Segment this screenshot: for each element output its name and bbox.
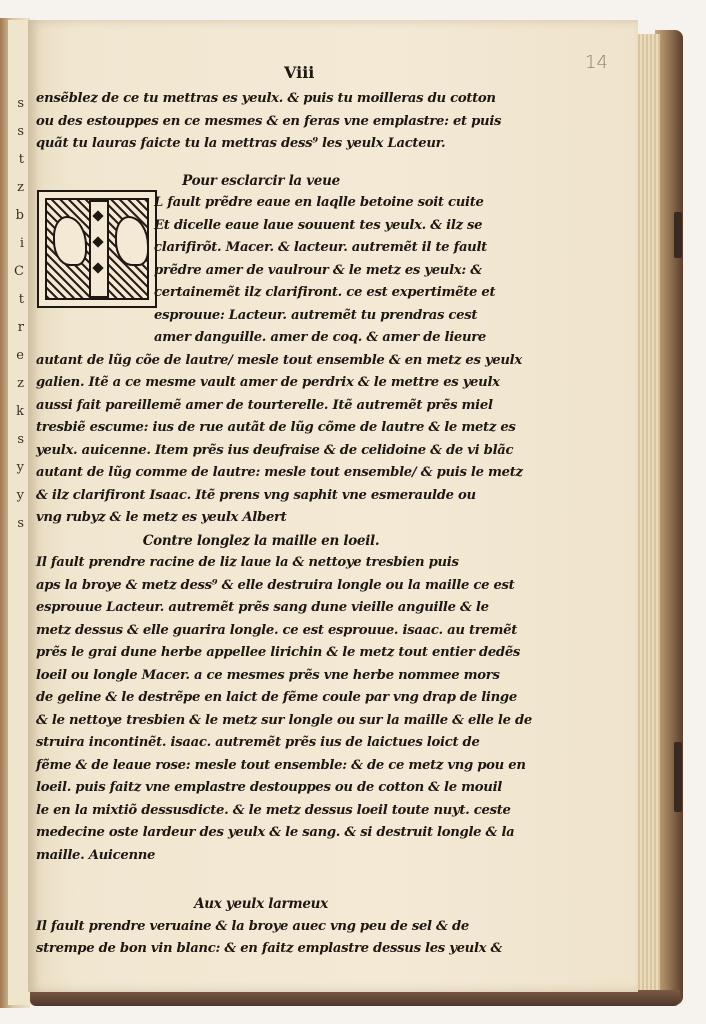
text-line: le en la mixtiõ dessusdicte. & le metz dessus loeil toute nuyt. ceste: [36, 802, 511, 818]
section-heading: Pour esclarcir la veue: [182, 172, 340, 189]
text-line: tresbiẽ escume: ius de rue autãt de lũg cõme de lautre & le metz es: [36, 420, 516, 435]
section-1-initial-lines: [36, 192, 496, 350]
text-block: [36, 88, 532, 961]
text-line: yeulx. auicenne. Item prẽs ius deufraise & de celidoine & de vi blãc: [36, 442, 514, 458]
text-line: autant de lũg comme de lautre: mesle tout ensemble/ & puis le metz: [36, 465, 523, 480]
text-line: Il fault prendre racine de liz laue la & nettoye tresbien puis: [36, 555, 459, 570]
text-line: maille. Auicenne: [36, 847, 156, 863]
left-page-letter: t: [18, 292, 24, 307]
bookmark-tab-top: [674, 212, 682, 258]
left-page-letter: b: [15, 208, 24, 223]
text-line: quãt tu lauras faicte tu la mettras dess⁹ les yeulx Lacteur.: [36, 136, 446, 151]
text-line: prẽdre amer de vaulrour & le metz es yeulx: &: [154, 262, 482, 278]
section-heading: Contre longlez la maille en loeil.: [142, 532, 380, 549]
text-line: struira incontinẽt. isaac. autremẽt prẽs ius de laictues loict de: [36, 735, 480, 750]
section-2-body: [36, 552, 532, 867]
text-line: clarifirõt. Macer. & lacteur. autremẽt il te fault: [154, 240, 487, 255]
section-heading: Aux yeulx larmeux: [194, 896, 328, 912]
left-page-letter: s: [17, 516, 24, 531]
text-line: loeil. puis faitz vne emplastre destouppes ou de cotton & le mouil: [36, 780, 502, 795]
text-line: amer danguille. amer de coq. & amer de lieure: [154, 330, 487, 345]
left-page-letter: y: [16, 488, 24, 503]
text-line: certainemẽt ilz clarifiront. ce est expertimẽte et: [154, 285, 496, 300]
text-line: aps la broye & metz dess⁹ & elle destruira longle ou la maille ce est: [36, 577, 515, 593]
text-line: ou des estouppes en ce mesmes & en feras vne emplastre: et puis: [36, 113, 502, 129]
text-line: L fault prẽdre eaue en laqlle betoine soit cuite: [154, 195, 484, 210]
text-line: fẽme & de leaue rose: mesle tout ensemble: & de ce metz vng pou en: [36, 757, 526, 773]
signature-mark: Viii: [284, 63, 315, 82]
text-line: autant de lũg cõe de lautre/ mesle tout ensemble & en metz es yeulx: [36, 352, 522, 368]
text-line: ensẽblez de ce tu mettras es yeulx. & puis tu moilleras du cotton: [36, 91, 496, 106]
left-page-letter: s: [17, 96, 24, 111]
left-page-letter: k: [16, 404, 24, 419]
section-3-body: [36, 916, 503, 961]
left-page-letter: z: [17, 180, 24, 195]
left-page-letter: y: [16, 460, 24, 475]
left-page-letter: i: [19, 236, 24, 251]
text-line: & le nettoye tresbien & le metz sur longle ou sur la maille & elle le de: [36, 712, 532, 728]
left-page-letter: e: [16, 348, 24, 363]
left-page-letter: s: [17, 124, 24, 139]
opening-lines: [36, 88, 502, 156]
text-line: aussi fait pareillemẽ amer de tourterelle. Itẽ autremẽt prẽs miel: [36, 397, 493, 413]
text-line: metz dessus & elle guarira longle. ce est esprouue. isaac. au tremẽt: [36, 622, 518, 638]
left-page-letter: z: [17, 376, 24, 391]
section-1-body: [36, 350, 523, 530]
text-line: esprouue: Lacteur. autremẽt tu prendras cest: [154, 307, 478, 323]
text-line: medecine oste lardeur des yeulx & le sang. & si destruit longle & la: [36, 825, 515, 840]
text-line: strempe de bon vin blanc: & en faitz emplastre dessus les yeulx &: [36, 941, 503, 956]
text-line: vng rubyz & le metz es yeulx Albert: [36, 510, 287, 525]
text-line: loeil ou longle Macer. a ce mesmes prẽs vne herbe nommee mors: [36, 667, 500, 683]
text-line: de geline & le destrẽpe en laict de fẽme coule par vng drap de linge: [36, 690, 517, 705]
text-line: Il fault prendre veruaine & la broye auec vng peu de sel & de: [36, 918, 469, 934]
left-page-letters: [0, 90, 24, 538]
text-line: Et dicelle eaue laue souuent tes yeulx. & ilz se: [154, 217, 483, 233]
book-cover-bottom: [30, 990, 680, 1006]
left-page-letter: t: [18, 152, 24, 167]
left-page-letter: s: [17, 432, 24, 447]
text-line: prẽs le grai dune herbe appellee lirichin & le metz tout entier dedẽs: [36, 645, 521, 660]
text-line: & ilz clarifiront Isaac. Itẽ prens vng saphit vne esmeraulde ou: [36, 487, 476, 503]
left-page-letter: C: [14, 264, 24, 279]
text-line: esprouue Lacteur. autremẽt prẽs sang dune vieille anguille & le: [36, 600, 489, 615]
text-line: galien. Itẽ a ce mesme vault amer de perdrix & le mettre es yeulx: [36, 375, 500, 390]
left-page-letter: r: [17, 320, 24, 335]
folio-number: 14: [585, 52, 608, 73]
bookmark-tab-bottom: [674, 742, 682, 812]
